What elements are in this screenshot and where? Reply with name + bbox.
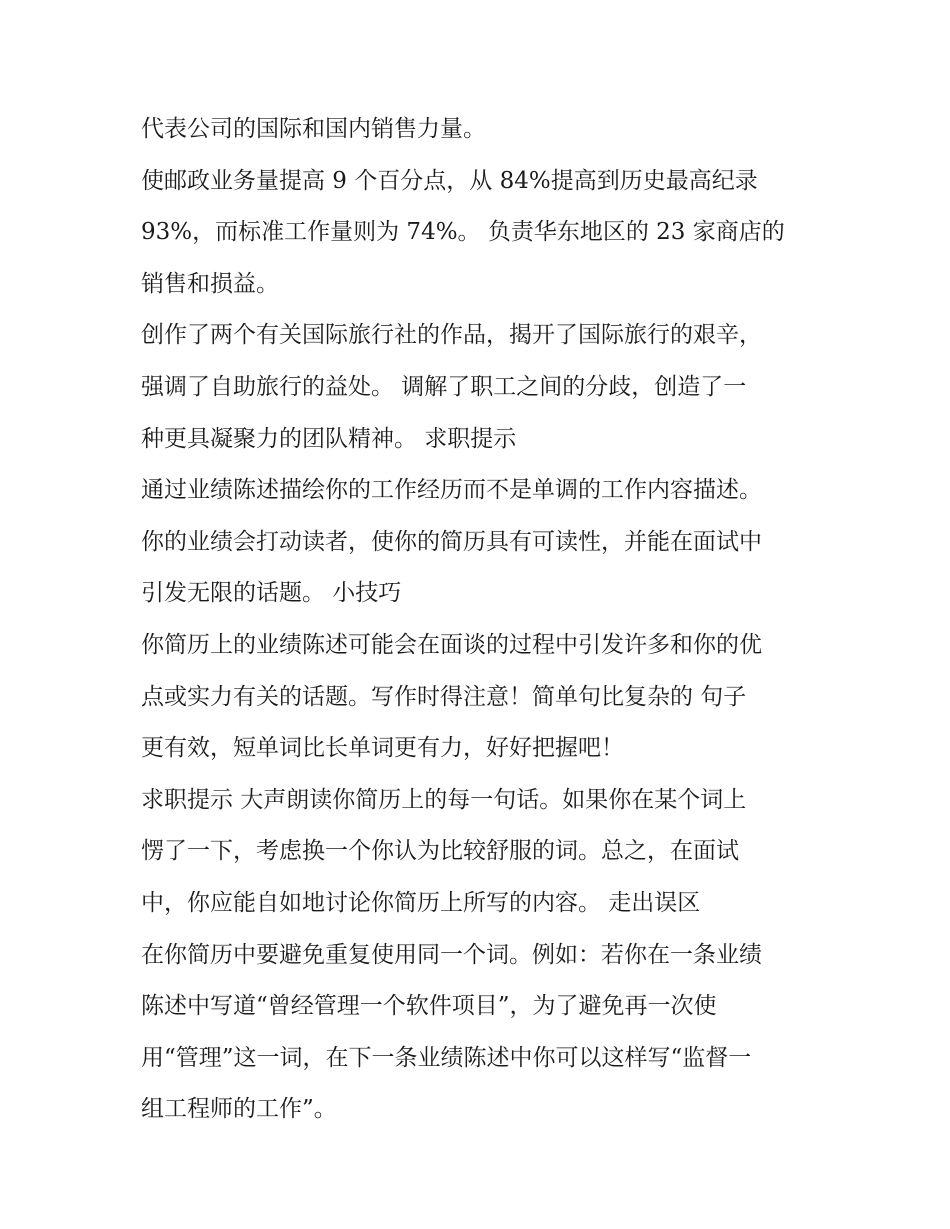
text-line: 点或实力有关的话题。写作时得注意！简单句比复杂的 句子 xyxy=(141,683,747,710)
text-line: 强调了自助旅行的益处。 调解了职工之间的分歧，创造了一 xyxy=(141,373,747,400)
text-line: 中，你应能自如地讨论你简历上所写的内容。 走出误区 xyxy=(141,889,701,916)
text-line: 组工程师的工作”。 xyxy=(141,1096,337,1123)
text-line: 愣了一下，考虑换一个你认为比较舒服的词。总之，在面试 xyxy=(141,838,739,865)
text-line: 种更具凝聚力的团队精神。 求职提示 xyxy=(141,425,517,452)
text-line: 93%，而标准工作量则为 74%。 负责华东地区的 23 家商店的 xyxy=(141,219,785,246)
text-line: 代表公司的国际和国内销售力量。 xyxy=(141,116,486,142)
text-line: 创作了两个有关国际旅行社的作品，揭开了国际旅行的艰辛， xyxy=(141,322,762,349)
text-line: 你简历上的业绩陈述可能会在面谈的过程中引发许多和你的优 xyxy=(141,631,762,658)
text-line: 更有效，短单词比长单词更有力，好好把握吧！ xyxy=(141,735,624,762)
text-line: 通过业绩陈述描绘你的工作经历而不是单调的工作内容描述。 xyxy=(141,477,762,504)
text-line: 求职提示 大声朗读你简历上的每一句话。如果你在某个词上 xyxy=(141,786,747,813)
text-line: 使邮政业务量提高 9 个百分点，从 84%提高到历史最高纪录 xyxy=(141,167,758,194)
text-line: 在你简历中要避免重复使用同一个词。例如：若你在一条业绩 xyxy=(141,941,762,968)
text-line: 用“管理”这一词，在下一条业绩陈述中你可以这样写“监督一 xyxy=(141,1044,752,1071)
text-line: 销售和损益。 xyxy=(141,270,279,297)
text-line: 陈述中写道“曾经管理一个软件项目”，为了避免再一次使 xyxy=(141,993,717,1020)
body-text xyxy=(141,108,841,1140)
text-line: 你的业绩会打动读者，使你的简历具有可读性，并能在面试中 xyxy=(141,528,762,555)
text-line: 引发无限的话题。 小技巧 xyxy=(141,580,402,607)
